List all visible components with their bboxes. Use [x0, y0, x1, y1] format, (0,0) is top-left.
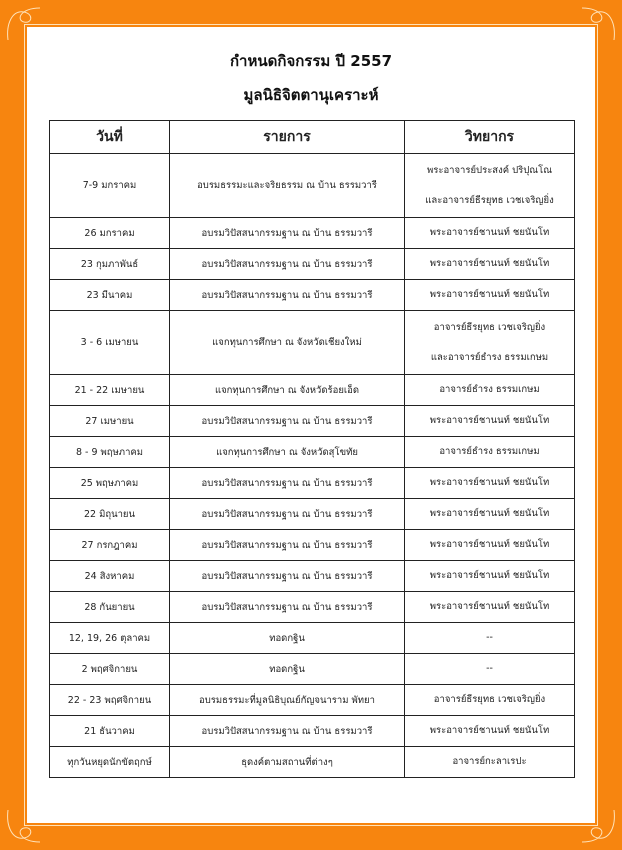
- table-row: [50, 530, 575, 561]
- table-row: [50, 375, 575, 406]
- speaker-cell: [405, 468, 575, 499]
- activity-cell: อบรมวิปัสสนากรรมฐาน ณ บ้าน ธรรมวารี: [170, 592, 405, 623]
- activity-cell: อบรมวิปัสสนากรรมฐาน ณ บ้าน ธรรมวารี: [170, 716, 405, 747]
- date-cell: 28 กันยายน: [50, 592, 170, 623]
- date-cell: 27 กรกฎาคม: [50, 530, 170, 561]
- speaker-cell: [405, 654, 575, 685]
- date-cell: 21 - 22 เมษายน: [50, 375, 170, 406]
- table-row: [50, 468, 575, 499]
- table-row: [50, 716, 575, 747]
- activity-cell: อบรมธรรมะและจริยธรรม ณ บ้าน ธรรมวารี: [170, 154, 405, 218]
- table-row: [50, 685, 575, 716]
- speaker-name: พระอาจารย์ชานนท์ ชยนันโท: [429, 601, 550, 612]
- speaker-name: อาจารย์ธีรยุทธ เวชเจริญยิ่ง: [433, 321, 546, 333]
- activity-cell: ธุดงค์ตามสถานที่ต่างๆ: [170, 747, 405, 778]
- activity-cell: อบรมวิปัสสนากรรมฐาน ณ บ้าน ธรรมวารี: [170, 249, 405, 280]
- speaker-cell: [405, 716, 575, 747]
- date-cell: 27 เมษายน: [50, 406, 170, 437]
- table-header-row: [50, 121, 575, 154]
- table-row: [50, 154, 575, 218]
- speaker-cell: [405, 218, 575, 249]
- speaker-cell: [405, 437, 575, 468]
- table-row: [50, 218, 575, 249]
- table-row: [50, 249, 575, 280]
- speaker-name: และอาจารย์ธำรง ธรรมเกษม: [430, 351, 549, 363]
- speaker-name: --: [486, 632, 493, 643]
- date-cell: 25 พฤษภาคม: [50, 468, 170, 499]
- speaker-cell: [405, 154, 575, 218]
- date-cell: 26 มกราคม: [50, 218, 170, 249]
- schedule-table: [49, 120, 575, 778]
- speaker-cell: [405, 623, 575, 654]
- speaker-name: และอาจารย์ธีรยุทธ เวชเจริญยิ่ง: [425, 194, 554, 206]
- speaker-cell: [405, 406, 575, 437]
- date-cell: 23 มีนาคม: [50, 280, 170, 311]
- speaker-name: พระอาจารย์ชานนท์ ชยนันโท: [429, 539, 550, 550]
- date-cell: 22 - 23 พฤศจิกายน: [50, 685, 170, 716]
- speaker-name: พระอาจารย์ชานนท์ ชยนันโท: [429, 289, 550, 300]
- date-cell: 23 กุมภาพันธ์: [50, 249, 170, 280]
- speaker-cell: [405, 311, 575, 375]
- document-subtitle: มูลนิธิจิตตานุเคราะห์: [243, 86, 379, 104]
- speaker-name: อาจารย์กะลาเรปะ: [452, 756, 527, 767]
- speaker-cell: [405, 530, 575, 561]
- activity-cell: อบรมวิปัสสนากรรมฐาน ณ บ้าน ธรรมวารี: [170, 468, 405, 499]
- speaker-name: อาจารย์ธำรง ธรรมเกษม: [439, 384, 540, 395]
- speaker-name: พระอาจารย์ชานนท์ ชยนันโท: [429, 725, 550, 736]
- speaker-cell: [405, 249, 575, 280]
- date-cell: 24 สิงหาคม: [50, 561, 170, 592]
- table-row: [50, 561, 575, 592]
- speaker-cell: [405, 685, 575, 716]
- speaker-name: พระอาจารย์ชานนท์ ชยนันโท: [429, 477, 550, 488]
- table-row: [50, 592, 575, 623]
- header-date: วันที่: [50, 121, 170, 154]
- date-cell: 22 มิถุนายน: [50, 499, 170, 530]
- activity-cell: อบรมวิปัสสนากรรมฐาน ณ บ้าน ธรรมวารี: [170, 530, 405, 561]
- date-cell: ทุกวันหยุดนักขัตฤกษ์: [50, 747, 170, 778]
- speaker-name: พระอาจารย์ชานนท์ ชยนันโท: [429, 258, 550, 269]
- header-activity: รายการ: [170, 121, 405, 154]
- activity-cell: แจกทุนการศึกษา ณ จังหวัดสุโขทัย: [170, 437, 405, 468]
- header-speaker: วิทยากร: [405, 121, 575, 154]
- date-cell: 2 พฤศจิกายน: [50, 654, 170, 685]
- table-row: [50, 747, 575, 778]
- table-row: [50, 280, 575, 311]
- speaker-name: พระอาจารย์ชานนท์ ชยนันโท: [429, 415, 550, 426]
- speaker-cell: [405, 561, 575, 592]
- speaker-cell: [405, 499, 575, 530]
- activity-cell: ทอดกฐิน: [170, 654, 405, 685]
- speaker-cell: [405, 747, 575, 778]
- activity-cell: อบรมธรรมะที่มูลนิธิบุณย์กัญจนาราม พัทยา: [170, 685, 405, 716]
- table-row: [50, 406, 575, 437]
- speaker-name: พระอาจารย์ชานนท์ ชยนันโท: [429, 508, 550, 519]
- activity-cell: อบรมวิปัสสนากรรมฐาน ณ บ้าน ธรรมวารี: [170, 280, 405, 311]
- date-cell: 3 - 6 เมษายน: [50, 311, 170, 375]
- date-cell: 12, 19, 26 ตุลาคม: [50, 623, 170, 654]
- speaker-name: อาจารย์ธำรง ธรรมเกษม: [439, 446, 540, 457]
- document-title: กำหนดกิจกรรม ปี 2557: [229, 52, 393, 70]
- activity-cell: แจกทุนการศึกษา ณ จังหวัดเชียงใหม่: [170, 311, 405, 375]
- speaker-name: --: [486, 663, 493, 674]
- activity-cell: อบรมวิปัสสนากรรมฐาน ณ บ้าน ธรรมวารี: [170, 561, 405, 592]
- activity-cell: อบรมวิปัสสนากรรมฐาน ณ บ้าน ธรรมวารี: [170, 218, 405, 249]
- speaker-cell: [405, 280, 575, 311]
- table-row: [50, 623, 575, 654]
- table-row: [50, 654, 575, 685]
- activity-cell: แจกทุนการศึกษา ณ จังหวัดร้อยเอ็ด: [170, 375, 405, 406]
- table-row: [50, 311, 575, 375]
- document-page: [27, 27, 595, 823]
- date-cell: 21 ธันวาคม: [50, 716, 170, 747]
- speaker-name: พระอาจารย์ชานนท์ ชยนันโท: [429, 227, 550, 238]
- speaker-name: พระอาจารย์ประสงค์ ปริปุณโณ: [426, 164, 553, 176]
- activity-cell: ทอดกฐิน: [170, 623, 405, 654]
- speaker-name: พระอาจารย์ชานนท์ ชยนันโท: [429, 570, 550, 581]
- table-row: [50, 437, 575, 468]
- activity-cell: อบรมวิปัสสนากรรมฐาน ณ บ้าน ธรรมวารี: [170, 406, 405, 437]
- speaker-cell: [405, 592, 575, 623]
- date-cell: 8 - 9 พฤษภาคม: [50, 437, 170, 468]
- speaker-name: อาจารย์ธีรยุทธ เวชเจริญยิ่ง: [433, 694, 546, 705]
- activity-cell: อบรมวิปัสสนากรรมฐาน ณ บ้าน ธรรมวารี: [170, 499, 405, 530]
- table-row: [50, 499, 575, 530]
- speaker-cell: [405, 375, 575, 406]
- date-cell: 7-9 มกราคม: [50, 154, 170, 218]
